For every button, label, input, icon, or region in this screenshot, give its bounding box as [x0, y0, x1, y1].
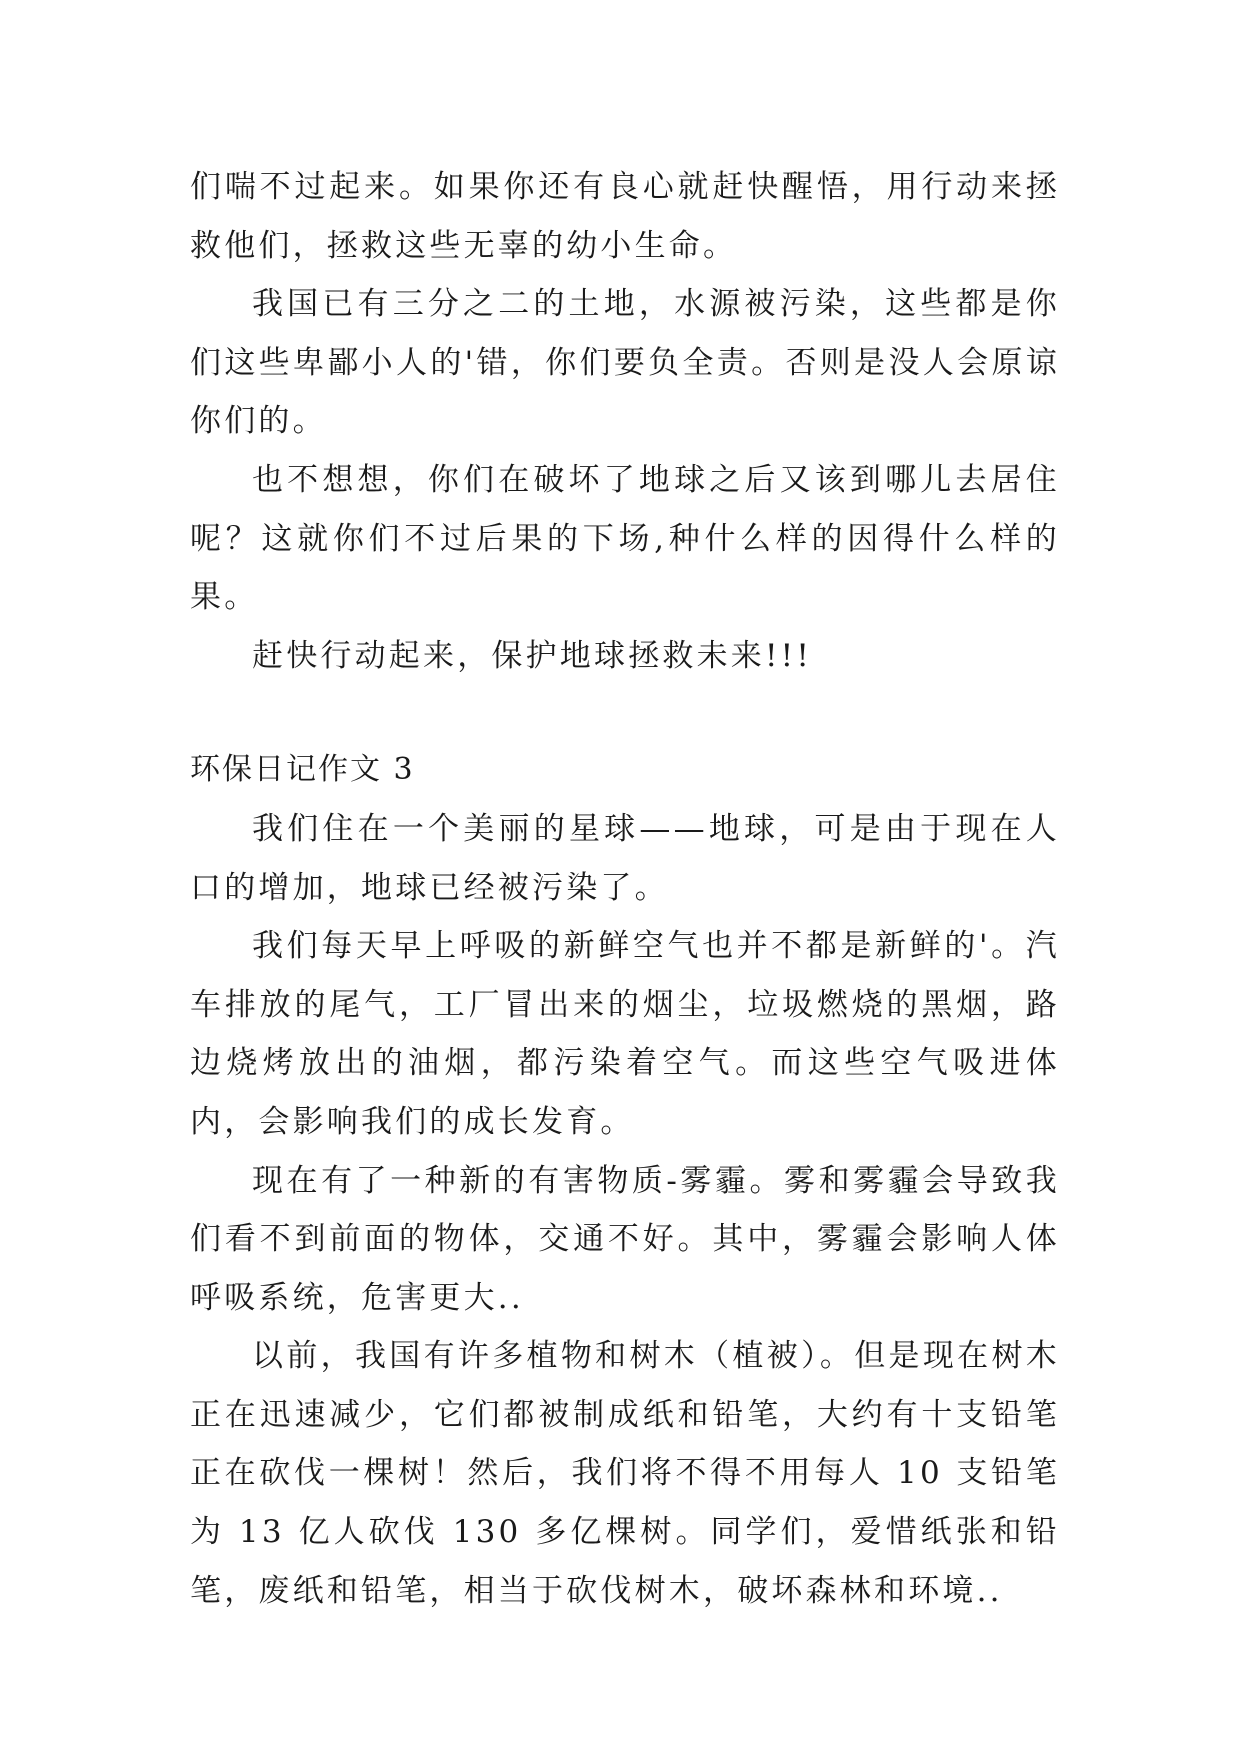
paragraph: 我国已有三分之二的土地，水源被污染，这些都是你们这些卑鄙小人的'错，你们要负全责。否则是没人会原谅你们的。	[190, 286, 1060, 440]
paragraph: 赶快行动起来，保护地球拯救未来!!!	[252, 637, 812, 674]
document-page	[190, 158, 1060, 1620]
paragraph: 现在有了一种新的有害物质-雾霾。雾和雾霾会导致我们看不到前面的物体，交通不好。其中，雾霾会影响人体呼吸系统，危害更大..	[190, 1162, 1060, 1316]
paragraph: 以前，我国有许多植物和树木（植被）。但是现在树木正在迅速减少，它们都被制成纸和铅笔，大约有十支铅笔正在砍伐一棵树！然后，我们将不得不用每人 10 支铅笔为 13 亿人砍伐 130 多亿棵树。同学们，爱惜纸张和铅笔，废纸和铅笔，相当于砍伐树木，破坏森林和环境..	[190, 1338, 1060, 1609]
paragraph: 我们住在一个美丽的星球——地球，可是由于现在人口的增加，地球已经被污染了。	[190, 810, 1060, 906]
section-heading: 环保日记作文 3	[190, 752, 415, 788]
paragraph: 我们每天早上呼吸的新鲜空气也并不都是新鲜的'。汽车排放的尾气，工厂冒出来的烟尘，垃圾燃烧的黑烟，路边烧烤放出的油烟，都污染着空气。而这些空气吸进体内，会影响我们的成长发育。	[190, 928, 1060, 1140]
paragraph: 也不想想，你们在破坏了地球之后又该到哪儿去居住呢？这就你们不过后果的下场,种什么样的因得什么样的果。	[190, 461, 1060, 616]
section-spacer	[190, 685, 1060, 741]
paragraph-continuation: 们喘不过起来。如果你还有良心就赶快醒悟，用行动来拯救他们，拯救这些无辜的幼小生命。	[190, 169, 1060, 264]
